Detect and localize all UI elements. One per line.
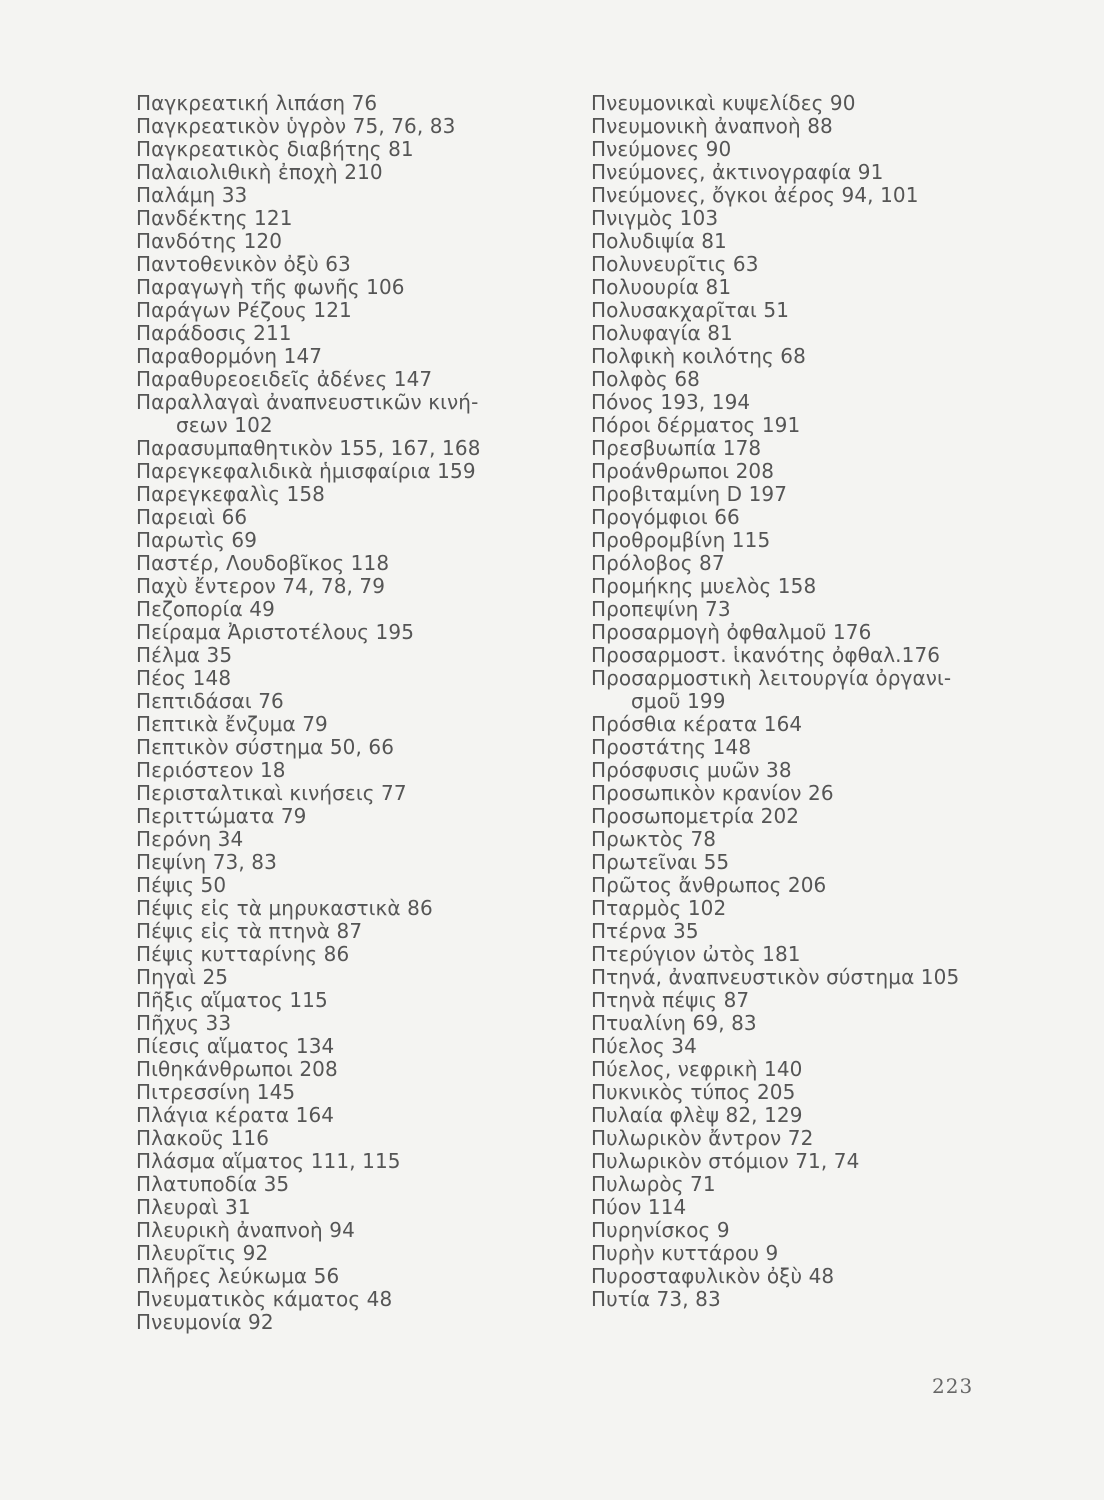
index-entry: Παραλλαγαὶ ἀναπνευστικῶν κινή- [136,390,479,414]
index-entry: Πυλωρὸς 71 [591,1172,716,1196]
index-entry: Πρεσβυωπία 178 [591,436,762,460]
index-entry: Παρεγκεφαλιδικὰ ἡμισφαίρια 159 [136,459,476,483]
index-entry: Πῆξις αἵματος 115 [136,988,328,1012]
index-entry: Πύον 114 [591,1195,687,1219]
index-entry: Πτηνά, ἀναπνευστικὸν σύστημα 105 [591,965,960,989]
index-entry: Πλευρῖτις 92 [136,1241,269,1265]
index-entry: Πύελος, νεφρικὴ 140 [591,1057,803,1081]
index-entry: Πνευμονικὴ ἀναπνοὴ 88 [591,114,833,138]
index-entry: Πανδέκτης 121 [136,206,293,230]
index-entry: Προστάτης 148 [591,735,752,759]
index-entry: Πνεύμονες, ὄγκοι ἀέρος 94, 101 [591,183,919,207]
index-entry: Περιττώματα 79 [136,804,307,828]
index-column-right [591,92,1011,1311]
index-entry: Πλακοῦς 116 [136,1126,270,1150]
index-entry: Πολυουρία 81 [591,275,732,299]
index-entry: Πλῆρες λεύκωμα 56 [136,1264,340,1288]
index-entry: Πυλωρικὸν ἄντρον 72 [591,1126,814,1150]
index-entry: Πλατυποδία 35 [136,1172,290,1196]
index-entry: Πνευμονία 92 [136,1310,274,1334]
index-entry: Προσαρμογὴ ὀφθαλμοῦ 176 [591,620,872,644]
index-entry: Πυλαία φλὲψ 82, 129 [591,1103,803,1127]
index-entry: Πυκνικὸς τύπος 205 [591,1080,796,1104]
index-entry: Πτηνὰ πέψις 87 [591,988,750,1012]
index-entry: Πρόσθια κέρατα 164 [591,712,803,736]
index-entry: Προσαρμοστικὴ λειτουργία ὀργανι- [591,666,952,690]
index-entry: Πυτία 73, 83 [591,1287,721,1311]
index-entry: Παράδοσις 211 [136,321,292,345]
index-entry: Προθρομβίνη 115 [591,528,771,552]
index-entry: Προάνθρωποι 208 [591,459,775,483]
index-entry: Παραθυρεοειδεῖς ἀδένες 147 [136,367,433,391]
index-entry: Πνιγμὸς 103 [591,206,719,230]
index-entry: Πολυνευρῖτις 63 [591,252,759,276]
index-entry: Προβιταμίνη D 197 [591,482,788,506]
index-entry: Πλευρικὴ ἀναπνοὴ 94 [136,1218,355,1242]
index-entry: Παρεγκεφαλὶς 158 [136,482,326,506]
page-number: 223 [932,1374,974,1398]
index-entry: Πολφικὴ κοιλότης 68 [591,344,806,368]
index-entry: Πείραμα Ἀριστοτέλους 195 [136,620,415,644]
index-entry: Πέψις εἰς τὰ πτηνὰ 87 [136,919,363,943]
index-entry: Πνευματικὸς κάματος 48 [136,1287,393,1311]
index-entry: Πόνος 193, 194 [591,390,751,414]
index-entry: Παγκρεατική λιπάση 76 [136,91,378,115]
index-entry: Πτέρνα 35 [591,919,699,943]
index-entry: σεων 102 [176,413,273,437]
index-entry: Περιόστεον 18 [136,758,286,782]
index-entry: Πτυαλίνη 69, 83 [591,1011,757,1035]
index-entry: Πρῶτος ἄνθρωπος 206 [591,873,827,897]
index-entry: Πῆχυς 33 [136,1011,232,1035]
index-entry: Πυροσταφυλικὸν ὀξὺ 48 [591,1264,835,1288]
index-entry: Πνευμονικαὶ κυψελίδες 90 [591,91,856,115]
index-entry: Πέος 148 [136,666,232,690]
index-entry: Προσαρμοστ. ἱκανότης ὀφθαλ.176 [591,643,941,667]
index-entry: Πόροι δέρματος 191 [591,413,801,437]
index-entry: Πολφὸς 68 [591,367,700,391]
index-entry: Πολυσακχαρῖται 51 [591,298,790,322]
index-entry: Παρωτὶς 69 [136,528,258,552]
index-entry: Παρασυμπαθητικὸν 155, 167, 168 [136,436,481,460]
index-entry: Παντοθενικὸν ὀξὺ 63 [136,252,351,276]
index-entry: Παρειαὶ 66 [136,505,248,529]
index-entry: Παράγων Ρέζους 121 [136,298,352,322]
index-entry: Πέψις 50 [136,873,227,897]
index-entry: σμοῦ 199 [631,689,726,713]
index-entry: Πέψις κυτταρίνης 86 [136,942,350,966]
index-entry: Προγόμφιοι 66 [591,505,740,529]
index-entry: Παγκρεατικὸς διαβήτης 81 [136,137,414,161]
index-entry: Πεπτικὸν σύστημα 50, 66 [136,735,395,759]
index-entry: Παλαιολιθικὴ ἐποχὴ 210 [136,160,383,184]
index-entry: Παστέρ, Λουδοβῖκος 118 [136,551,390,575]
index-entry: Πανδότης 120 [136,229,283,253]
index-entry: Προσωπικὸν κρανίον 26 [591,781,834,805]
index-entry: Πυλωρικὸν στόμιον 71, 74 [591,1149,860,1173]
index-entry: Περισταλτικαὶ κινήσεις 77 [136,781,407,805]
index-entry: Πίεσις αἵματος 134 [136,1034,335,1058]
index-entry: Παχὺ ἔντερον 74, 78, 79 [136,574,386,598]
index-entry: Προμήκης μυελὸς 158 [591,574,817,598]
index-entry: Παλάμη 33 [136,183,248,207]
index-entry: Πυρὴν κυττάρου 9 [591,1241,779,1265]
index-entry: Πολυφαγία 81 [591,321,733,345]
index-entry: Πέψις εἰς τὰ μηρυκαστικὰ 86 [136,896,433,920]
index-entry: Πρωκτὸς 78 [591,827,717,851]
index-entry: Πταρμὸς 102 [591,896,727,920]
index-entry: Παραθορμόνη 147 [136,344,323,368]
index-entry: Πρωτεῖναι 55 [591,850,730,874]
index-entry: Προπεψίνη 73 [591,597,731,621]
index-entry: Πλευραὶ 31 [136,1195,251,1219]
index-column-left [136,92,556,1334]
index-entry: Παραγωγὴ τῆς φωνῆς 106 [136,275,405,299]
index-entry: Πεπτιδάσαι 76 [136,689,284,713]
index-entry: Πολυδιψία 81 [591,229,727,253]
index-entry: Περόνη 34 [136,827,244,851]
index-entry: Πεπτικὰ ἔνζυμα 79 [136,712,328,736]
index-entry: Παγκρεατικὸν ὑγρὸν 75, 76, 83 [136,114,456,138]
index-entry: Πνεύμονες, ἀκτινογραφία 91 [591,160,884,184]
index-entry: Πυρηνίσκος 9 [591,1218,730,1242]
index-entry: Πνεύμονες 90 [591,137,732,161]
index-entry: Πιτρεσσίνη 145 [136,1080,296,1104]
index-entry: Πρόλοβος 87 [591,551,725,575]
index-entry: Πτερύγιον ὠτὸς 181 [591,942,801,966]
index-entry: Πεψίνη 73, 83 [136,850,277,874]
index-entry: Προσωπομετρία 202 [591,804,800,828]
index-entry: Πέλμα 35 [136,643,233,667]
index-entry: Πηγαὶ 25 [136,965,229,989]
index-entry: Πλάγια κέρατα 164 [136,1103,335,1127]
index-entry: Πεζοπορία 49 [136,597,275,621]
index-entry: Πύελος 34 [591,1034,697,1058]
index-entry: Πρόσφυσις μυῶν 38 [591,758,792,782]
index-entry: Πλάσμα αἵματος 111, 115 [136,1149,401,1173]
index-entry: Πιθηκάνθρωποι 208 [136,1057,338,1081]
